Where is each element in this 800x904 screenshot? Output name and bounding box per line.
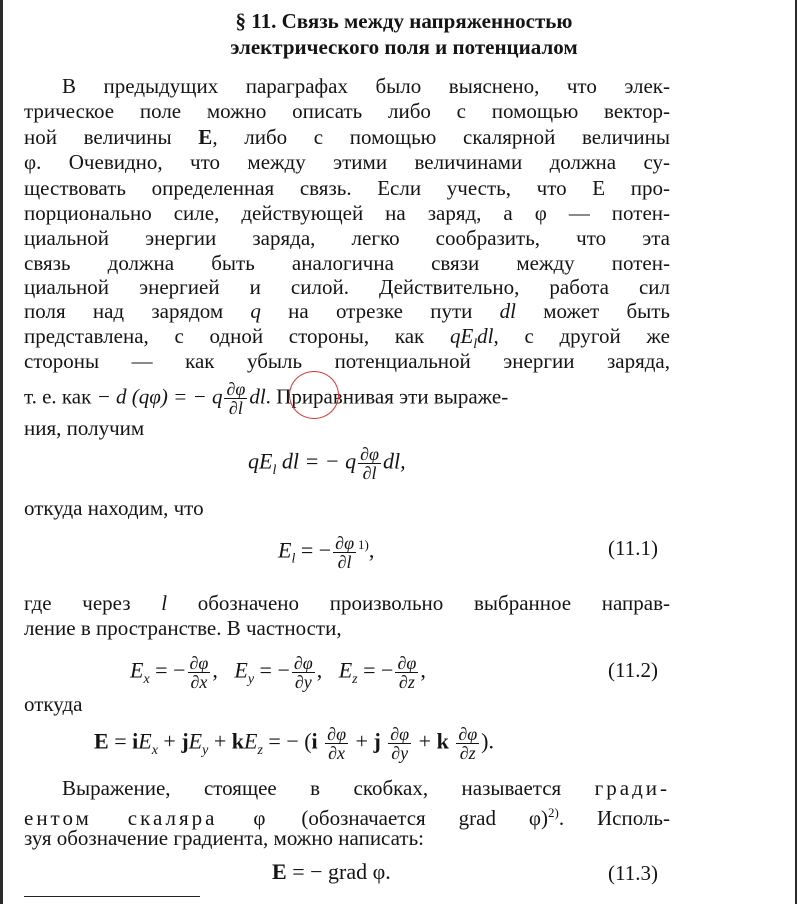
p1-line14: ния, получим <box>24 416 145 440</box>
p5-line3: зуя обозначение градиента, можно написать: <box>24 826 425 850</box>
equation-number-11-1: (11.1) <box>608 536 658 560</box>
p1-line4: φ. Очевидно, что между этими величинами должна су- <box>24 150 670 174</box>
p1-line13: т. е. как − d (qφ) = − q $\frac{\partial\varphi}{\partial l}$ dl. Приравнивая эти выраже- <box>24 379 509 418</box>
equation-number-11-3: (11.3) <box>608 861 658 885</box>
equation-11-1: $E_l$ = − $\frac{\partial\varphi}{\partial l}$ $^{1)}$, <box>278 532 375 572</box>
p2-line: откуда находим, что <box>24 496 204 520</box>
p3-line2: ление в пространстве. В частности, <box>24 616 342 640</box>
p1-line3: ной величины E, либо с помощью скалярной величины <box>24 125 670 149</box>
section-heading-line2: электрического поля и потенциалом <box>230 35 578 59</box>
red-handwritten-circle <box>289 371 339 419</box>
p1-line9: циальной энергией и силой. Действительно, работа сил <box>24 275 670 299</box>
page-edge-right <box>795 0 797 904</box>
p1-line6: порционально силе, действующей на заряд, а φ — потен- <box>24 201 670 225</box>
equation-11-3: E = − grad φ. <box>272 859 391 884</box>
equation-work: $qE_l$ dl = − q $\frac{\partial\varphi}{\partial l}$ dl, <box>248 444 406 483</box>
equation-11-2: $E_x$ = − $\frac{\partial\varphi}{\partial x}$ , $E_y$ = − $\frac{\partial\varphi}{\partial y}$ , $E_z$ = − $\frac{\partial\varphi}{\partial z}$ , <box>130 653 426 692</box>
fraction-dphi-dl: $\frac{\partial\varphi}{\partial l}$ <box>226 379 246 418</box>
p5-line1: Выражение, стоящее в скобках, называется гради- <box>62 776 670 800</box>
p1-line12: стороны — как убыль потенциальной энергии заряда, <box>24 349 670 373</box>
p1-line2: трическое поле можно описать либо с помощью вектор- <box>24 99 670 123</box>
equation-number-11-2: (11.2) <box>608 658 658 682</box>
p3-line1: где через l обозначено произвольно выбранное направ- <box>24 591 671 615</box>
footnote-separator <box>24 896 200 897</box>
section-heading-line1: § 11. Связь между напряженностью <box>235 9 573 33</box>
p1-line11: представлена, с одной стороны, как $qE_ldl$, с другой же <box>24 324 670 353</box>
p4-line: откуда <box>24 692 83 716</box>
p1-line10: поля над зарядом q на отрезке пути dl может быть <box>24 299 670 323</box>
p5-line2: ентом скаляра φ (обозначается grad φ)$^{2)}$. Исполь- <box>24 805 670 830</box>
equation-vector-E: $E = iE_x + jE_y + kE_z$ = − (i $\frac{\partial\varphi}{\partial x}$ + j $\frac{\partial\varphi}{\partial y}$ + k $\frac{\partial\varphi}{\partial z}$ ). <box>94 724 494 763</box>
p1-line5: ществовать определенная связь. Если учесть, что E про- <box>24 176 670 200</box>
p1-line8: связь должна быть аналогична связи между потен- <box>24 251 670 275</box>
p1-line7: циальной энергии заряда, легко сообразить, что эта <box>24 226 670 250</box>
page-edge-left <box>0 0 3 904</box>
p1-line1: В предыдущих параграфах было выяснено, что элек- <box>62 74 670 98</box>
